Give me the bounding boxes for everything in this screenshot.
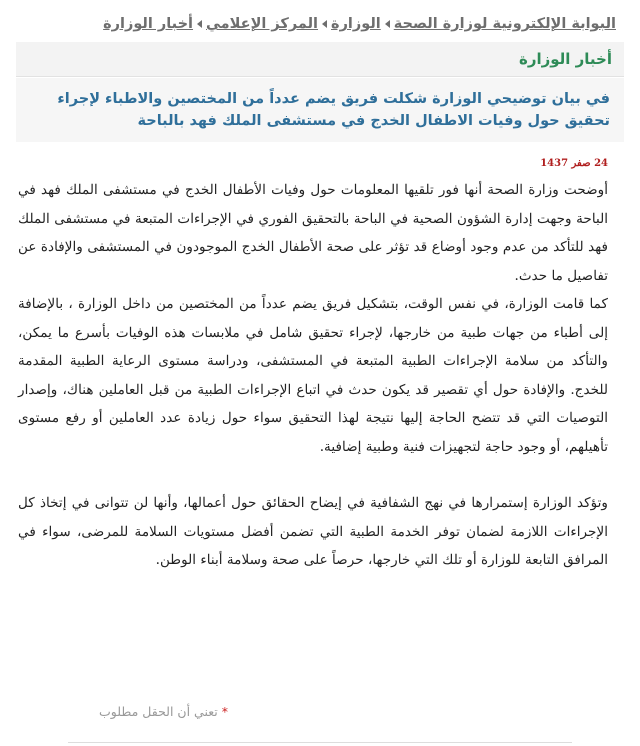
breadcrumb-arrow-icon	[197, 20, 202, 28]
article-headline: في بيان توضيحي الوزارة شكلت فريق يضم عدداً من المختصين والاطباء لإجراء تحقيق حول وفيات الاطفال الخدج في مستشفى الملك فهد بالباحة	[57, 91, 610, 129]
breadcrumb-news-link[interactable]: أخبار الوزارة	[103, 16, 194, 32]
section-title: أخبار الوزارة	[518, 50, 612, 68]
article-paragraph: وتؤكد الوزارة إستمرارها في نهج الشفافية في إيضاح الحقائق حول أعمالها، وأنها لن تتوانى في إتخاذ كل الإجراءات اللازمة لضمان توفر الخدمة الطبية التي تضمن أفضل مستويات السلامة للمرضى، سواء في المرافق التابعة للوزارة أو تلك التي خارجها، حرصاً على صحة وسلامة أبناء الوطن.	[18, 495, 608, 568]
section-header	[16, 42, 624, 77]
required-star: *	[221, 704, 228, 719]
breadcrumb-media-center-link[interactable]: المركز الإعلامي	[206, 16, 319, 32]
divider	[68, 742, 572, 743]
article-paragraph: كما قامت الوزارة، في نفس الوقت، بتشكيل فريق يضم عدداً من المختصين من داخل الوزارة ، بالإضافة إلى أطباء من جهات طبية من خارجها، لإجراء تحقيق شامل في ملابسات هذه الوفيات بأسرع ما يمكن، والتأكد من سلامة الإجراءات الطبية المتبعة في المستشفى، ودراسة مستوى الرعاية الطبية المقدمة للخدج. والإفادة حول أي تقصير قد يكون حدث في اتباع الإجراءات الطبية من قبل العاملين هناك، وإصدار التوصيات التي قد تتضح الحاجة إليها نتيجة لهذا التحقيق سواء حول زيادة عدد العاملين أو رفع مستوى تأهيلهم، أو وجود حاجة لتجهيزات فنية وطبية إضافية.	[18, 296, 608, 455]
article-date: 24 صفر 1437	[540, 158, 608, 169]
breadcrumb-arrow-icon	[385, 20, 390, 28]
breadcrumb	[20, 12, 616, 36]
article-body	[18, 176, 608, 575]
required-field-note	[99, 704, 228, 719]
article-paragraph: أوضحت وزارة الصحة أنها فور تلقيها المعلومات حول وفيات الأطفال الخدج في مستشفى الملك فهد في الباحة وجهت إدارة الشؤون الصحية في الباحة بالتحقيق الفوري في الإجراءات المتبعة في مستشفى الملك فهد للتأكد من عدم وجود أوضاع قد تؤثر على صحة الأطفال الخدج الموجودون في المستشفى والإفادة عن تفاصيل ما حدث.	[18, 182, 608, 284]
breadcrumb-ministry-link[interactable]: الوزارة	[331, 16, 381, 32]
required-note-text: تعني أن الحقل مطلوب	[99, 704, 218, 719]
headline-box	[16, 78, 624, 142]
breadcrumb-arrow-icon	[322, 20, 327, 28]
breadcrumb-portal-link[interactable]: البوابة الإلكترونية لوزارة الصحة	[393, 16, 616, 32]
